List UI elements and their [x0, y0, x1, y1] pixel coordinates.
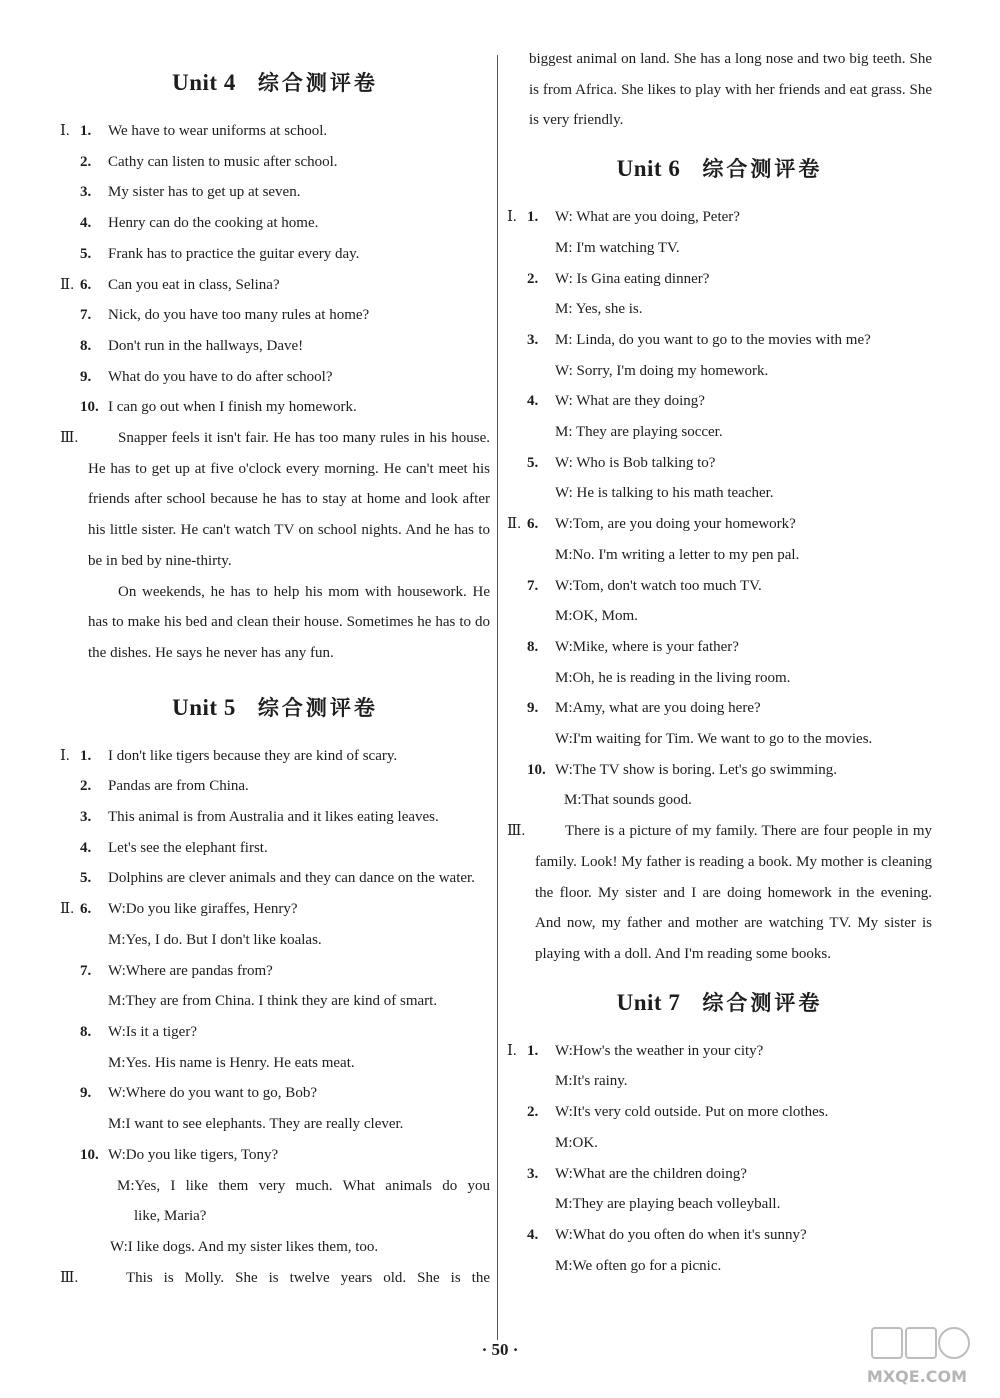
- watermark-logo: [842, 1322, 992, 1392]
- passage-paragraph: There is a picture of my family. There are four people in my family. Look! My father is reading a book. My mother is cleaning the floor. My sister and I are doing homework in the evening. And now, my father and mother are watching TV. My sister is playing with a doll. And I'm reading some books.: [535, 823, 932, 962]
- unit6-section1: [507, 202, 932, 509]
- list-item: 7. Nick, do you have too many rules at home?: [80, 307, 370, 324]
- passage-paragraph: biggest animal on land. She has a long nose and two big teeth. She is from Africa. She likes to play with her friends and eat grass. She is very friendly.: [529, 51, 932, 129]
- unit5-heading: Unit 5 综合测评卷: [172, 694, 378, 720]
- dialogue-item: 10. W:The TV show is boring. Let's go swimming.: [527, 761, 837, 778]
- dialogue-answer: M:No. I'm writing a letter to my pen pal.: [555, 546, 800, 563]
- list-item: 3. My sister has to get up at seven.: [80, 184, 301, 201]
- list-item: 4. Let's see the elephant first.: [80, 839, 268, 856]
- passage-paragraph: This is Molly. She is twelve years old. She is the: [126, 1269, 490, 1286]
- list-item: 3. This animal is from Australia and it likes eating leaves.: [80, 809, 439, 826]
- dialogue-item: 2. W: Is Gina eating dinner?: [527, 270, 710, 287]
- unit5-section3: Ⅲ. This is Molly. She is twelve years old. She is the: [60, 1263, 490, 1294]
- dialogue-answer: M:I want to see elephants. They are really clever.: [108, 1116, 404, 1133]
- dialogue-item: 9. M:Amy, what are you doing here?: [527, 700, 761, 717]
- list-item: 2. Cathy can listen to music after school.: [80, 153, 338, 170]
- left-column: [60, 44, 490, 1293]
- dialogue-answer: M:OK, Mom.: [555, 608, 638, 625]
- dialogue-answer: M:We often go for a picnic.: [555, 1257, 722, 1274]
- unit4-section2: [60, 270, 490, 424]
- unit5-section2: [60, 894, 490, 1262]
- dialogue-answer: M:OK.: [555, 1134, 598, 1151]
- dialogue-answer: M: I'm watching TV.: [555, 239, 680, 256]
- list-item: Ⅰ. 1. I don't like tigers because they are kind of scary.: [60, 747, 398, 764]
- list-item: 5. Dolphins are clever animals and they can dance on the water.: [80, 870, 475, 887]
- dialogue-answer: W:I like dogs. And my sister likes them, too.: [110, 1238, 379, 1255]
- unit4-section3: Ⅲ. Snapper feels it isn't fair. He has too many rules in his house. He has to get up at five o'clock every morning. He can't meet his friends after school because he has to stay at home and look after his little sister. He can't watch TV on school nights. And he has to be in bed by nine-thirty. On weekends, he has to help his mom with housework. He has to make his bed and clean their house. Sometimes he has to do the dishes. He says he never has any fun.: [60, 423, 490, 669]
- dialogue-answer: W: Sorry, I'm doing my homework.: [555, 362, 769, 379]
- dialogue-item: 4. W:What do you often do when it's sunny?: [527, 1226, 807, 1243]
- dialogue-answer-cont: like, Maria?: [134, 1208, 207, 1225]
- unit6-heading: Unit 6 综合测评卷: [616, 156, 823, 182]
- unit6-section3: Ⅲ. There is a picture of my family. There are four people in my family. Look! My father is reading a book. My mother is cleaning the floor. My sister and I are doing homework in the evening. And now, my father and mother are watching TV. My sister is playing with a doll. And I'm reading some books.: [507, 816, 932, 970]
- dialogue-answer: M:They are from China. I think they are kind of smart.: [108, 993, 438, 1010]
- unit7-section1: [507, 1036, 932, 1282]
- column-divider: [497, 55, 498, 1340]
- dialogue-answer: M:Yes, I like them very much. What animals do you: [117, 1177, 490, 1194]
- dialogue-item: Ⅱ. 6. W:Tom, are you doing your homework?: [507, 516, 796, 533]
- list-item: 10. I can go out when I finish my homework.: [80, 399, 357, 416]
- list-item: Ⅰ. 1. We have to wear uniforms at school.: [60, 123, 328, 139]
- dialogue-item: Ⅰ. 1. W:How's the weather in your city?: [507, 1042, 764, 1059]
- list-item: 4. Henry can do the cooking at home.: [80, 215, 319, 232]
- dialogue-answer: M: They are playing soccer.: [555, 424, 723, 441]
- dialogue-item: 4. W: What are they doing?: [527, 393, 705, 410]
- list-item: 5. Frank has to practice the guitar every day.: [80, 245, 360, 262]
- dialogue-item: 3. M: Linda, do you want to go to the movies with me?: [527, 331, 871, 348]
- dialogue-answer: W: He is talking to his math teacher.: [555, 485, 774, 502]
- dialogue-answer: W:I'm waiting for Tim. We want to go to the movies.: [555, 731, 873, 748]
- list-item: 9. What do you have to do after school?: [80, 368, 333, 385]
- list-item: 8. Don't run in the hallways, Dave!: [80, 337, 304, 354]
- dialogue-answer: M: Yes, she is.: [555, 301, 643, 318]
- dialogue-answer: M:That sounds good.: [564, 792, 692, 809]
- unit5-section1: [60, 741, 490, 895]
- dialogue-item: 9. W:Where do you want to go, Bob?: [80, 1085, 317, 1102]
- dialogue-item: Ⅰ. 1. W: What are you doing, Peter?: [507, 209, 740, 226]
- passage-paragraph: On weekends, he has to help his mom with housework. He has to make his bed and clean their house. Sometimes he has to do the dishes. He says he never has any fun.: [88, 583, 490, 661]
- dialogue-item: 3. W:What are the children doing?: [527, 1165, 747, 1182]
- dialogue-item: 7. W:Tom, don't watch too much TV.: [527, 577, 762, 594]
- dialogue-answer: M:Oh, he is reading in the living room.: [555, 669, 791, 686]
- dialogue-item: 2. W:It's very cold outside. Put on more clothes.: [527, 1104, 829, 1121]
- unit4-section1: [60, 116, 490, 270]
- dialogue-item: Ⅱ. 6. W:Do you like giraffes, Henry?: [60, 901, 298, 918]
- right-column: [507, 44, 932, 1281]
- unit4-heading: Unit 4 综合测评卷: [172, 70, 378, 95]
- list-item: 2. Pandas are from China.: [80, 778, 249, 795]
- dialogue-item: 10. W:Do you like tigers, Tony?: [80, 1146, 279, 1163]
- page-number: · 50 ·: [481, 1340, 519, 1359]
- unit6-section2: [507, 509, 932, 816]
- dialogue-answer: M:Yes. His name is Henry. He eats meat.: [108, 1054, 355, 1071]
- list-item: Ⅱ. 6. Can you eat in class, Selina?: [60, 276, 280, 293]
- dialogue-item: 7. W:Where are pandas from?: [80, 962, 273, 979]
- svg-text:MXQE.COM: MXQE.COM: [866, 1367, 968, 1386]
- dialogue-item: 5. W: Who is Bob talking to?: [527, 454, 716, 471]
- unit7-heading: Unit 7 综合测评卷: [616, 989, 823, 1015]
- dialogue-answer: M:Yes, I do. But I don't like koalas.: [108, 931, 322, 948]
- passage-paragraph: Snapper feels it isn't fair. He has too many rules in his house. He has to get up at five o'clock every morning. He can't meet his friends after school because he has to stay at home and look after his little sister. He can't watch TV on school nights. And he has to be in bed by nine-thirty.: [88, 430, 490, 569]
- dialogue-answer: M:It's rainy.: [555, 1073, 628, 1090]
- dialogue-item: 8. W:Is it a tiger?: [80, 1023, 197, 1040]
- dialogue-answer: M:They are playing beach volleyball.: [555, 1196, 781, 1213]
- dialogue-item: 8. W:Mike, where is your father?: [527, 638, 739, 655]
